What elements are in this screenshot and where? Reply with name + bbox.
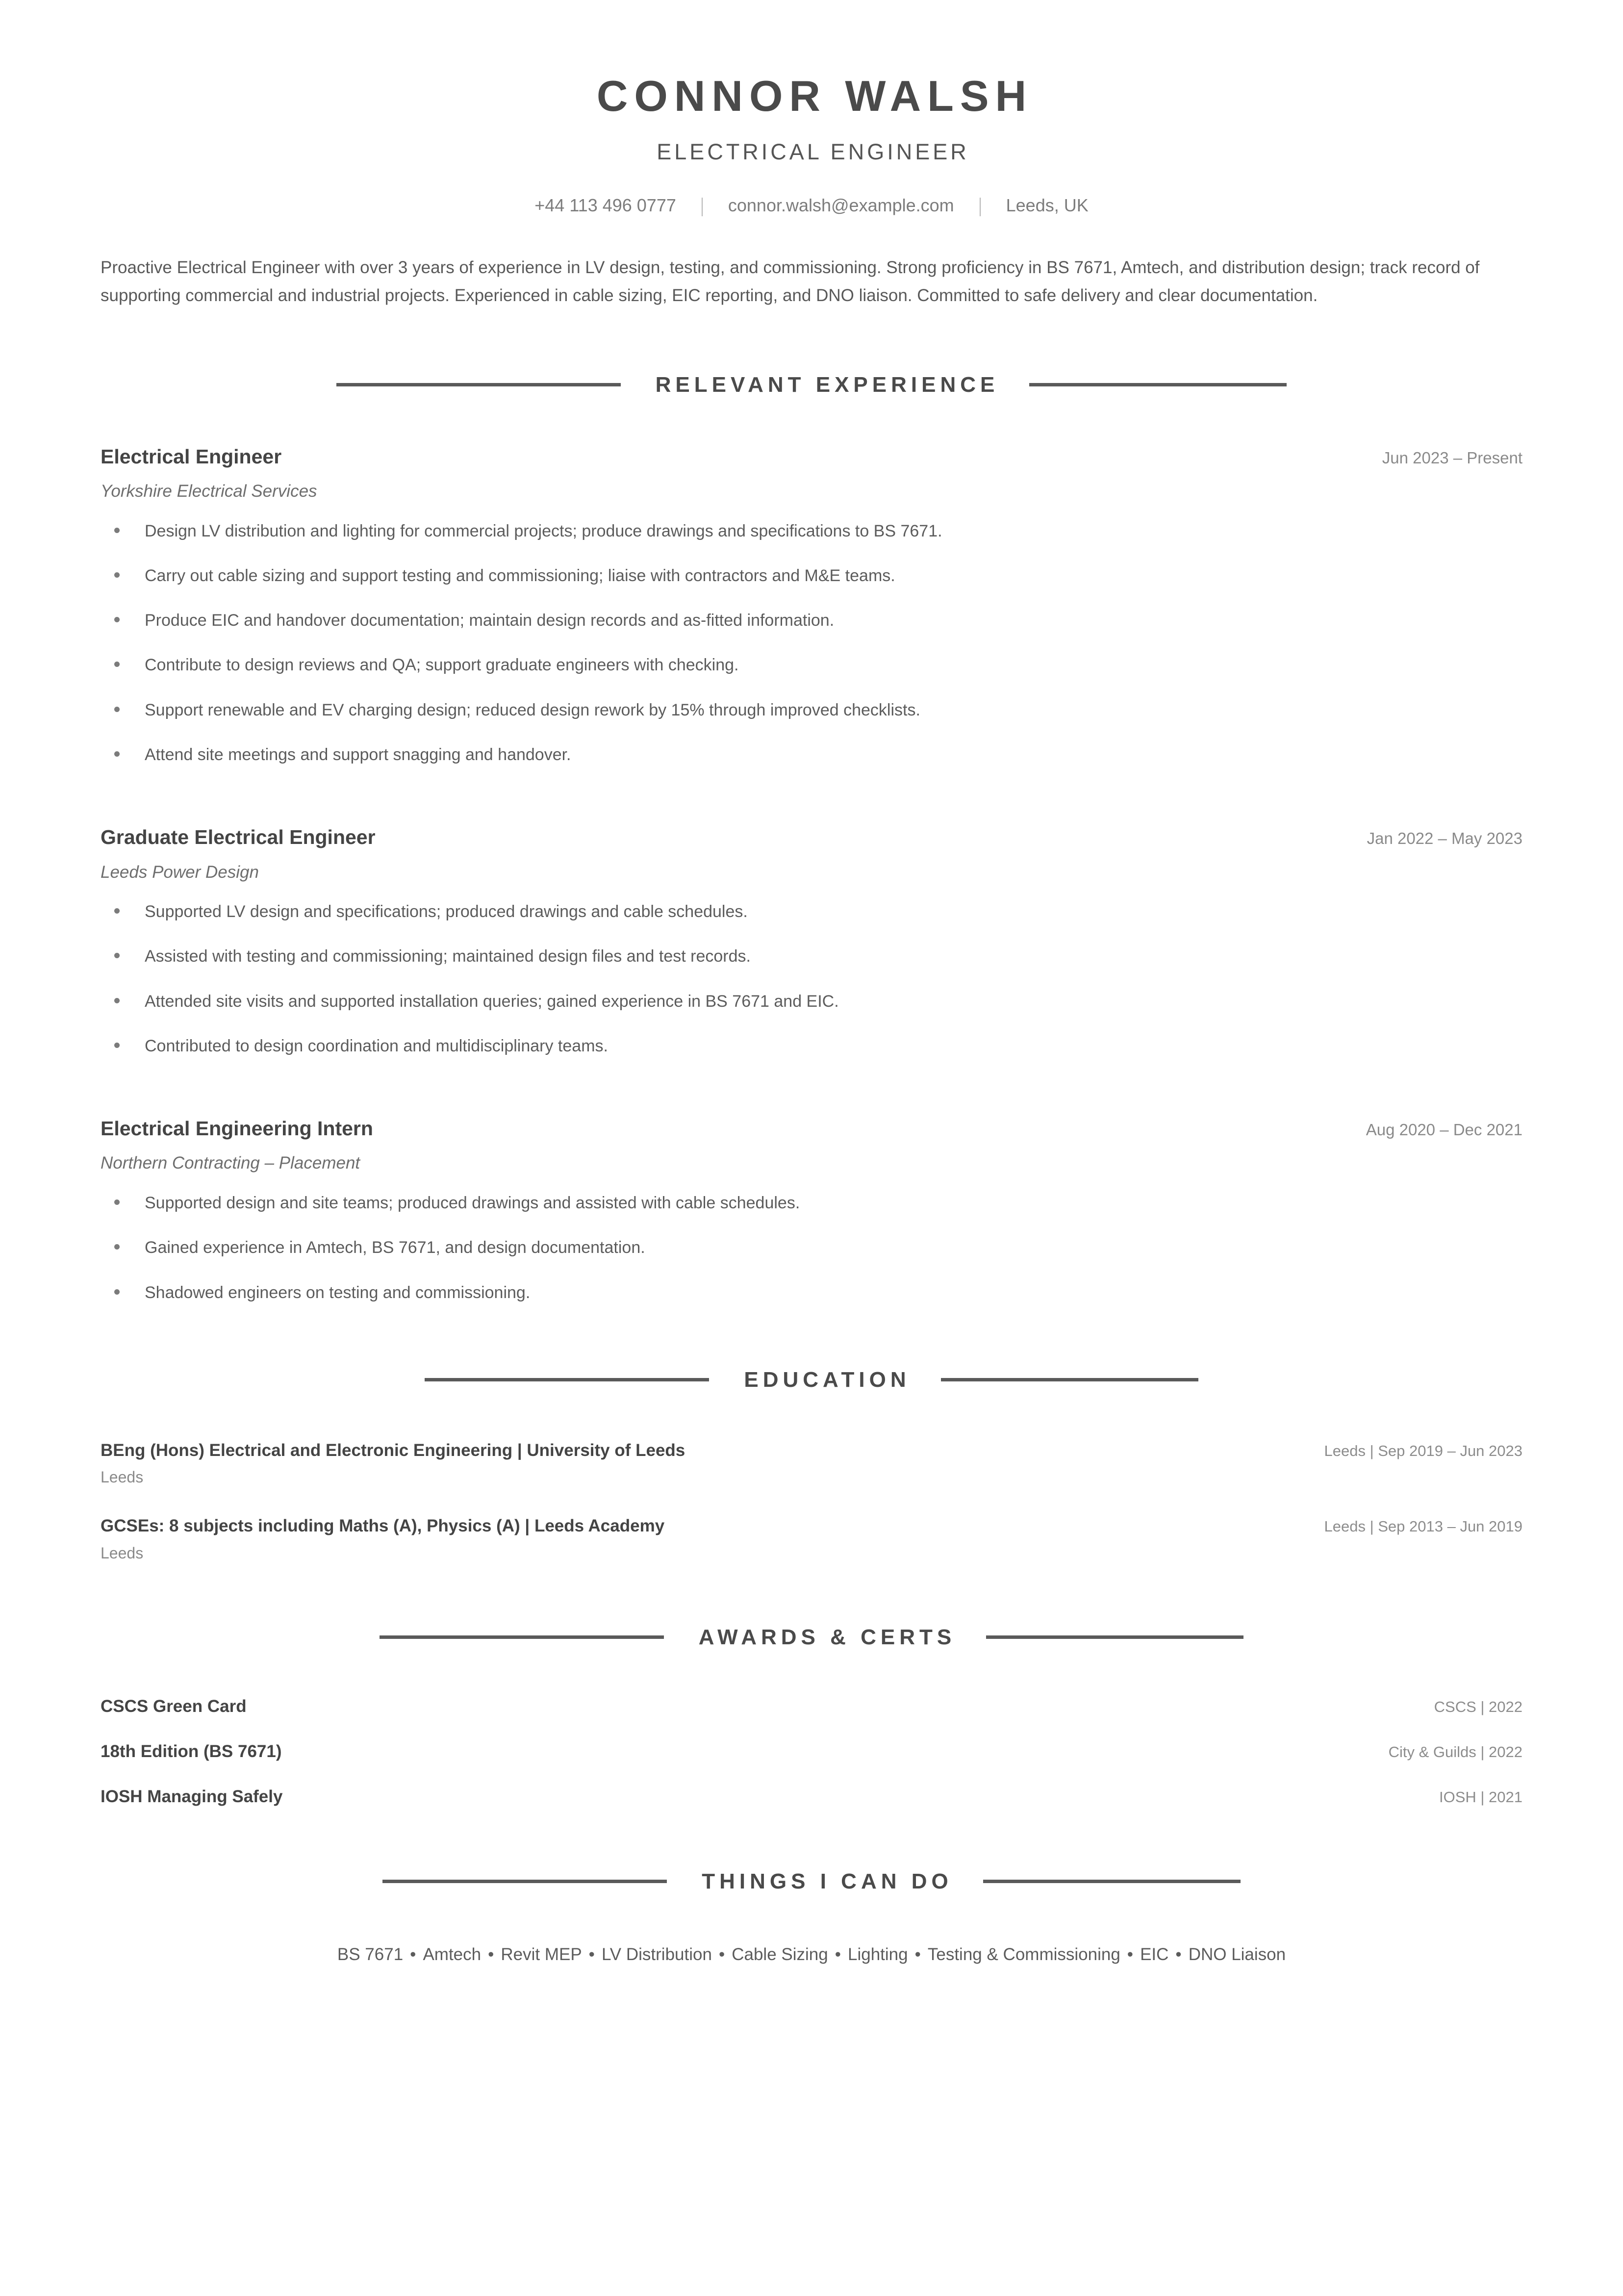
list-item <box>101 990 1522 1014</box>
bullet-dot-icon <box>114 1244 120 1250</box>
contact-separator-icon <box>702 198 703 216</box>
experience-role: Graduate Electrical Engineer <box>101 826 376 849</box>
skill-item: EIC <box>1140 1944 1169 1964</box>
section-skills <box>101 1869 1522 1968</box>
education-meta: Leeds | Sep 2013 – Jun 2019 <box>1324 1518 1522 1535</box>
section-experience <box>101 373 1522 1305</box>
education-entry-header <box>101 1439 1522 1462</box>
bullet-text: Shadowed engineers on testing and commissioning. <box>145 1283 531 1302</box>
experience-company: Leeds Power Design <box>101 862 259 882</box>
experience-bullets <box>101 1191 1522 1305</box>
bullet-dot-icon <box>114 953 120 958</box>
education-list <box>101 1439 1522 1562</box>
section-title-text: RELEVANT EXPERIENCE <box>655 372 999 397</box>
bullet-dot-icon <box>114 707 120 712</box>
bullet-dot-icon <box>114 1043 120 1048</box>
bullet-dot-icon <box>114 528 120 533</box>
experience-dates: Jun 2023 – Present <box>1382 448 1522 467</box>
section-title-text: AWARDS & CERTS <box>698 1625 956 1649</box>
bullet-text: Supported LV design and specifications; produced drawings and cable schedules. <box>145 902 748 921</box>
list-item <box>101 698 1522 722</box>
candidate-job-title: ELECTRICAL ENGINEER <box>657 139 969 165</box>
section-awards <box>101 1625 1522 1807</box>
section-heading-education <box>101 1368 1522 1392</box>
skill-separator-icon: • <box>410 1944 416 1964</box>
award-entry <box>101 1742 1522 1761</box>
education-location: Leeds <box>101 1468 144 1486</box>
skill-item: LV Distribution <box>601 1944 712 1964</box>
contact-separator-icon <box>980 198 981 216</box>
skills-list <box>101 1941 1522 1968</box>
bullet-dot-icon <box>114 908 120 914</box>
experience-entry-header <box>101 1116 1522 1141</box>
skill-separator-icon: • <box>588 1944 595 1964</box>
heading-rule-right <box>986 1635 1243 1639</box>
section-title-text: THINGS I CAN DO <box>702 1869 953 1893</box>
list-item <box>101 743 1522 767</box>
list-item <box>101 1236 1522 1260</box>
bullet-text: Attend site meetings and support snagging and handover. <box>145 745 571 764</box>
section-heading-experience <box>101 373 1522 397</box>
experience-entry-header <box>101 444 1522 469</box>
award-meta: City & Guilds | 2022 <box>1388 1743 1522 1760</box>
education-entry-header <box>101 1515 1522 1537</box>
list-item <box>101 900 1522 924</box>
list-item <box>101 1034 1522 1058</box>
heading-rule-left <box>425 1378 709 1381</box>
list-item <box>101 1191 1522 1215</box>
education-degree: BEng (Hons) Electrical and Electronic Engineering | University of Leeds <box>101 1440 685 1460</box>
list-item <box>101 564 1522 588</box>
experience-entry <box>101 825 1522 1058</box>
heading-rule-left <box>382 1880 667 1883</box>
award-meta: IOSH | 2021 <box>1439 1788 1522 1806</box>
experience-bullets <box>101 900 1522 1058</box>
experience-entry <box>101 444 1522 767</box>
award-meta: CSCS | 2022 <box>1434 1698 1522 1715</box>
candidate-name: CONNOR WALSH <box>596 72 1033 120</box>
list-item <box>101 653 1522 677</box>
skill-item: Lighting <box>847 1944 908 1964</box>
award-entry <box>101 1697 1522 1716</box>
skill-separator-icon: • <box>1127 1944 1134 1964</box>
resume-header <box>101 0 1522 216</box>
skill-separator-icon: • <box>835 1944 841 1964</box>
skill-separator-icon: • <box>488 1944 494 1964</box>
skill-item: DNO Liaison <box>1188 1944 1286 1964</box>
contact-location: Leeds, UK <box>1006 195 1089 216</box>
experience-role: Electrical Engineering Intern <box>101 1117 373 1140</box>
professional-summary: Proactive Electrical Engineer with over 3 years of experience in LV design, testing, and commissioning. Strong proficiency in BS 7671, Amtech, and distribution design; track record of supporting commercial and industrial projects. Experienced in cable sizing, EIC reporting, and DNO liaison. Committed to safe delivery and clear documentation. <box>101 258 1480 306</box>
skill-separator-icon: • <box>718 1944 725 1964</box>
experience-dates: Aug 2020 – Dec 2021 <box>1366 1121 1522 1139</box>
heading-rule-right <box>941 1378 1198 1381</box>
skill-item: BS 7671 <box>337 1944 404 1964</box>
bullet-text: Contribute to design reviews and QA; support graduate engineers with checking. <box>145 656 739 675</box>
education-location: Leeds <box>101 1544 144 1562</box>
award-name: 18th Edition (BS 7671) <box>101 1741 282 1761</box>
bullet-dot-icon <box>114 617 120 622</box>
bullet-dot-icon <box>114 572 120 578</box>
heading-rule-left <box>336 383 621 386</box>
experience-company: Northern Contracting – Placement <box>101 1153 360 1173</box>
list-item <box>101 944 1522 969</box>
contact-email[interactable]: connor.walsh@example.com <box>728 195 954 216</box>
section-title-text: EDUCATION <box>744 1367 911 1392</box>
experience-list <box>101 444 1522 1305</box>
experience-company: Yorkshire Electrical Services <box>101 482 317 501</box>
bullet-dot-icon <box>114 1199 120 1205</box>
award-name: IOSH Managing Safely <box>101 1786 283 1806</box>
heading-rule-right <box>983 1880 1241 1883</box>
experience-entry <box>101 1116 1522 1305</box>
education-entry <box>101 1515 1522 1562</box>
contact-info <box>101 195 1522 216</box>
list-item <box>101 519 1522 543</box>
heading-rule-right <box>1029 383 1287 386</box>
bullet-text: Carry out cable sizing and support testing and commissioning; liaise with contractors and M&E teams. <box>145 566 895 585</box>
experience-bullets <box>101 519 1522 767</box>
bullet-text: Assisted with testing and commissioning; maintained design files and test records. <box>145 947 751 966</box>
experience-role: Electrical Engineer <box>101 445 282 468</box>
section-heading-awards <box>101 1625 1522 1650</box>
bullet-text: Supported design and site teams; produced drawings and assisted with cable schedules. <box>145 1193 800 1212</box>
skill-separator-icon: • <box>1175 1944 1182 1964</box>
skill-separator-icon: • <box>914 1944 921 1964</box>
experience-dates: Jan 2022 – May 2023 <box>1367 829 1522 848</box>
education-meta: Leeds | Sep 2019 – Jun 2023 <box>1324 1442 1522 1459</box>
bullet-text: Design LV distribution and lighting for commercial projects; produce drawings and specifications to BS 7671. <box>145 521 942 540</box>
list-item <box>101 609 1522 633</box>
list-item <box>101 1281 1522 1305</box>
bullet-text: Produce EIC and handover documentation; maintain design records and as-fitted information. <box>145 611 835 630</box>
skill-item: Amtech <box>423 1944 482 1964</box>
experience-entry-header <box>101 825 1522 850</box>
bullet-text: Attended site visits and supported installation queries; gained experience in BS 7671 and EIC. <box>145 992 839 1011</box>
bullet-dot-icon <box>114 1289 120 1295</box>
skill-item: Cable Sizing <box>732 1944 828 1964</box>
skill-item: Testing & Commissioning <box>927 1944 1120 1964</box>
bullet-dot-icon <box>114 751 120 757</box>
award-entry <box>101 1787 1522 1807</box>
education-entry <box>101 1439 1522 1487</box>
section-heading-skills <box>101 1869 1522 1894</box>
bullet-text: Contributed to design coordination and multidisciplinary teams. <box>145 1036 608 1055</box>
award-name: CSCS Green Card <box>101 1696 247 1716</box>
bullet-dot-icon <box>114 662 120 667</box>
heading-rule-left <box>380 1635 664 1639</box>
education-degree: GCSEs: 8 subjects including Maths (A), Physics (A) | Leeds Academy <box>101 1516 665 1536</box>
bullet-text: Gained experience in Amtech, BS 7671, and design documentation. <box>145 1238 645 1257</box>
awards-list <box>101 1697 1522 1807</box>
bullet-dot-icon <box>114 998 120 1003</box>
section-education <box>101 1368 1522 1562</box>
skill-item: Revit MEP <box>501 1944 582 1964</box>
bullet-text: Support renewable and EV charging design; reduced design rework by 15% through improved checklists. <box>145 700 920 719</box>
contact-phone[interactable]: +44 113 496 0777 <box>534 195 676 216</box>
